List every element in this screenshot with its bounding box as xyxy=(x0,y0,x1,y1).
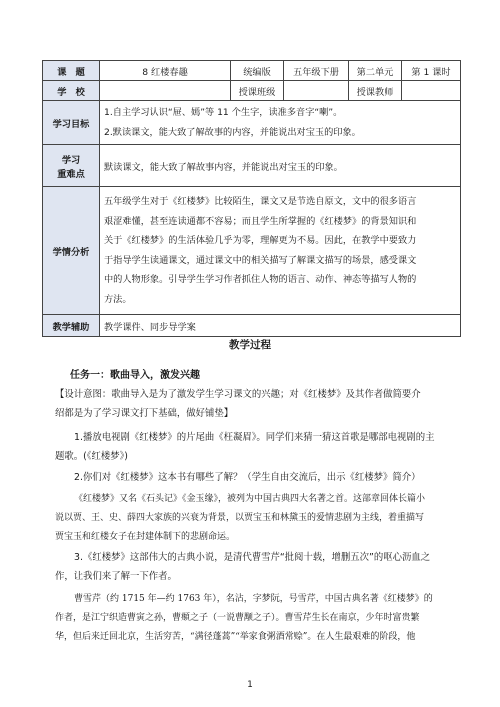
key-points-label: 学习 重难点 xyxy=(43,145,100,187)
author-intro: 曹雪芹（约 1715 年—约 1763 年），名沾，字梦阮，号雪芹，中国古典名著《红楼梦》的 作者，是江宁织造曹寅之孙，曹頫之子（一说曹颙之子）。曹雪芹生长在南京，少年时富贵繁 华，但后来迁回北京，生活穷苦，“满径蓬蒿”“举家食粥酒常赊”。在人生最艰难的阶段，他 xyxy=(55,594,433,642)
analysis-content: 五年级学生对于《红楼梦》比较陌生，课文又是节选自原文，文中的很多语言 艰涩难懂，甚至连读通都不容易；而且学生所掌握的《红楼梦》的背景知识和 关于《红楼梦》的生活体验几乎为零，理解更为不易。因此，在教学中要致力 于指导学生读通课文，通过课文中的相关描写了解课文描写的场景，感受课文 中的人物形象。引导学生学习作者抓住人物的语言、动作、神态等描写人物的 方法。 xyxy=(100,187,461,315)
step-1: 1.播放电视剧《红楼梦》的片尾曲《枉凝眉》。同学们来猜一猜这首歌是哪部电视剧的主 题歌。(《红楼梦》) xyxy=(55,432,435,462)
section-title: 教学过程 xyxy=(229,339,271,351)
goal-item: 2.默读课文，能大致了解故事的内容，并能说出对宝玉的印象。 xyxy=(104,126,361,138)
teacher-value xyxy=(402,81,461,101)
edition-value: 统编版 xyxy=(231,61,284,81)
table-row xyxy=(43,101,461,145)
class-label: 授课班级 xyxy=(231,81,284,101)
aids-label: 教学辅助 xyxy=(43,315,100,337)
unit-value: 第二单元 xyxy=(349,61,402,81)
topic-label: 课 题 xyxy=(43,61,100,81)
table-row xyxy=(43,145,461,187)
school-value xyxy=(100,81,231,101)
task-heading: 任务一：歌曲导入，激发兴趣 xyxy=(70,370,200,381)
period-value: 第 1 课时 xyxy=(402,61,461,81)
table-row xyxy=(43,187,461,315)
step-2: 2.你们对《红楼梦》这本书有哪些了解？（学生自由交流后，出示《红楼梦》简介） xyxy=(74,472,421,483)
book-intro: 《红楼梦》又名《石头记》《金玉缘》，被列为中国古典四大名著之首。这部章回体长篇小 说以贾、王、史、薛四大家族的兴衰为背景，以贾宝玉和林黛玉的爱情悲剧为主线，着重描写 贾宝玉和红楼女子在封建体制下的悲剧命运。 xyxy=(55,494,426,542)
table-row xyxy=(43,315,461,337)
goals-content xyxy=(100,101,461,145)
teacher-label: 授课教师 xyxy=(349,81,402,101)
design-intent: 【设计意图：歌曲导入是为了激发学生学习课文的兴趣；对《红楼梦》及其作者做简要介 绍都是为了学习课文打下基础，做好铺垫】 xyxy=(55,389,421,419)
analysis-label: 学情分析 xyxy=(43,187,100,315)
aids-content: 教学课件、同步导学案 xyxy=(100,315,461,337)
class-value xyxy=(284,81,349,101)
goals-label: 学习目标 xyxy=(43,101,100,145)
topic-value: 8 红楼春趣 xyxy=(100,61,231,81)
grade-value: 五年级下册 xyxy=(284,61,349,81)
school-label: 学 校 xyxy=(43,81,100,101)
page-number: 1 xyxy=(247,680,253,690)
step-3: 3.《红楼梦》这部伟大的古典小说，是清代曹雪芹“批阅十载，增删五次”的呕心沥血之 作，让我们来了解一下作者。 xyxy=(55,552,431,582)
key-points-content: 默读课文，能大致了解故事内容，并能说出对宝玉的印象。 xyxy=(100,145,461,187)
table-row xyxy=(43,81,461,101)
table-row xyxy=(43,61,461,81)
goal-item: 1.自主学习认识“屉、嫣”等 11 个生字，读准多音字“喇”。 xyxy=(104,107,343,118)
lesson-plan-table xyxy=(42,60,461,337)
